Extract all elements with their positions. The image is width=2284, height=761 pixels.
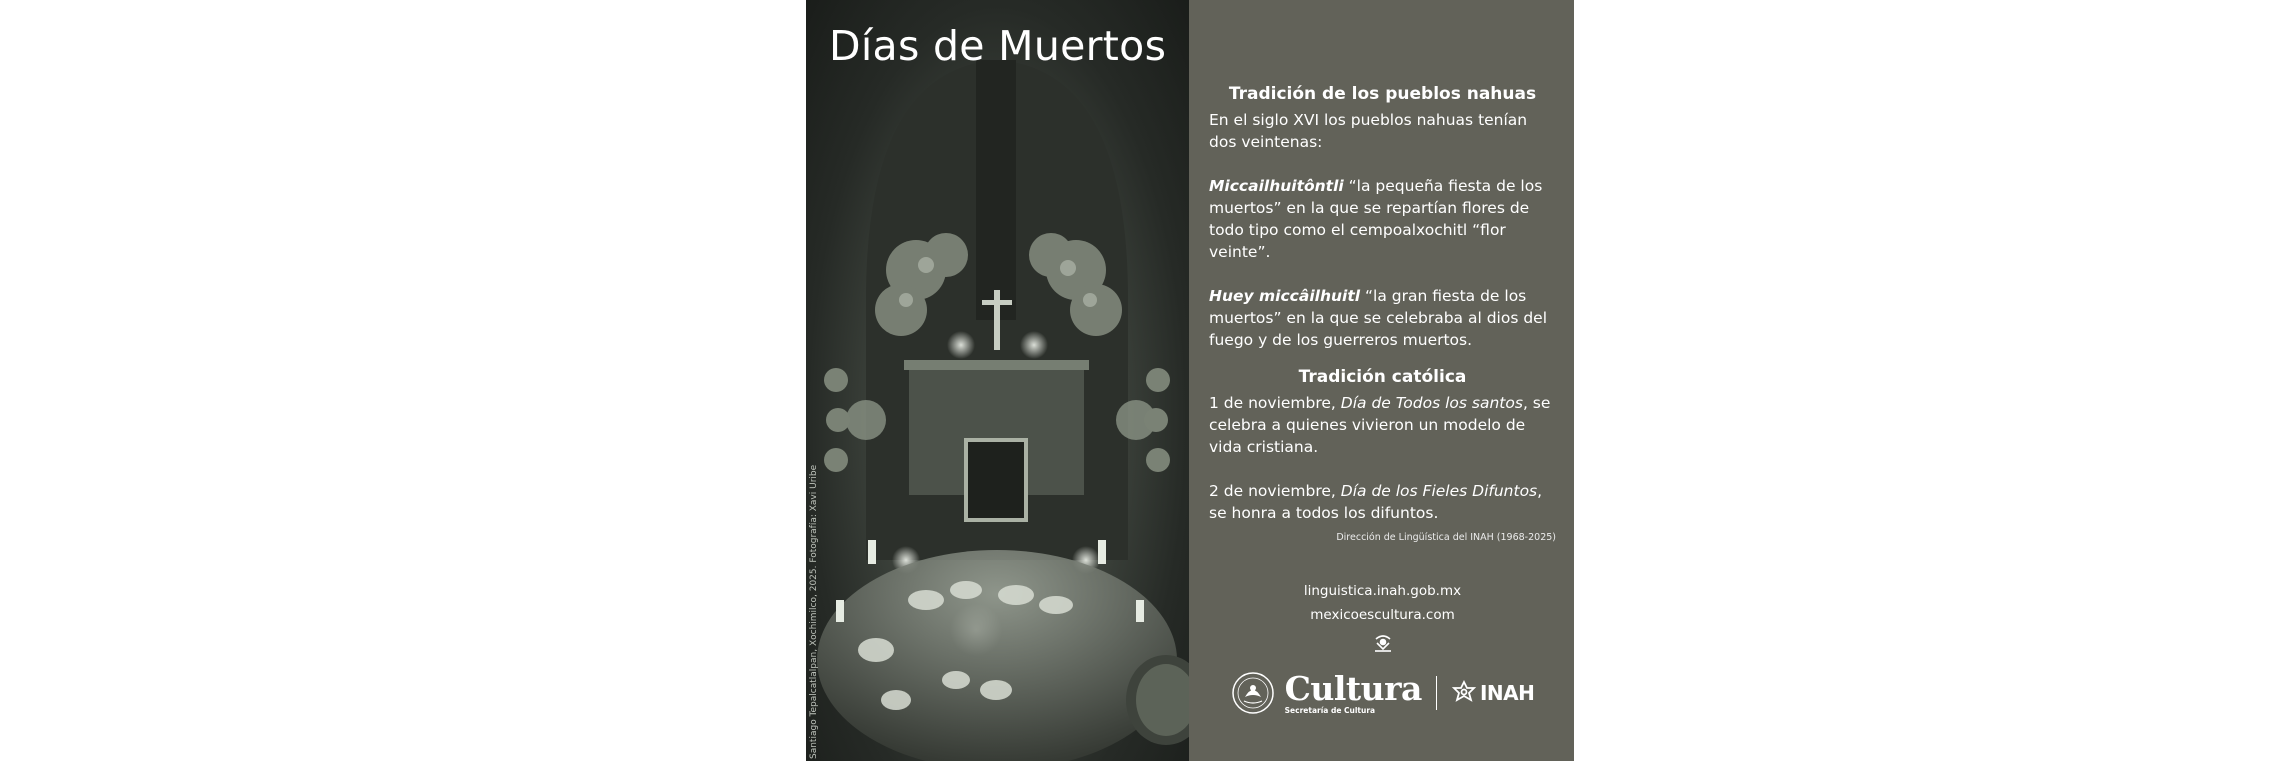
logo-divider (1436, 676, 1437, 710)
heading-nahua: Tradición de los pueblos nahuas (1228, 84, 1537, 104)
catolica-1-pre: 1 de noviembre, (1209, 394, 1341, 412)
nahua-item-1-text: “la pequeña fiesta de los muertos” en la que se repartían flores de todo tipo como el cempoalxochitl “flor veinte”. (1209, 177, 1543, 261)
info-panel (1189, 0, 1574, 761)
nahua-item-2-text: “la gran fiesta de los muertos” en la que se celebraba al dios del fuego y de los guerreros muertos. (1209, 287, 1548, 349)
catolica-1-em: Día de Todos los santos (1340, 394, 1523, 412)
cultura-wordmark: Cultura (1284, 668, 1422, 708)
inah-logo (1451, 680, 1534, 706)
links (1209, 583, 1556, 623)
catolica-1-post: , se celebra a quienes vivieron un modelo de vida cristiana. (1209, 394, 1551, 456)
linguistica-emblem-icon (1370, 631, 1396, 657)
term-huey-miccailhuitl: Huey miccâilhuitl (1209, 287, 1361, 305)
altar-photo (806, 0, 1189, 761)
logo-row (1209, 668, 1556, 715)
poster (806, 0, 1574, 761)
mexico-seal-icon (1231, 671, 1275, 715)
nahua-item-1 (1209, 175, 1556, 263)
altar-illustration (806, 0, 1189, 761)
catolica-2-post: , se honra a todos los difuntos. (1209, 482, 1543, 522)
inah-mark-icon (1451, 680, 1477, 706)
inah-wordmark: INAH (1479, 681, 1535, 705)
link-mexicoescultura[interactable]: mexicoescultura.com (1310, 607, 1455, 623)
catolica-item-2 (1209, 480, 1556, 524)
poster-title: Días de Muertos (829, 22, 1167, 70)
cultura-subtitle: Secretaría de Cultura (1284, 705, 1376, 715)
source-credit: Dirección de Lingüística del INAH (1968-2025) (1336, 532, 1556, 543)
link-linguistica[interactable]: linguistica.inah.gob.mx (1303, 583, 1462, 599)
nahua-intro: En el siglo XVI los pueblos nahuas tenían dos veintenas: (1209, 111, 1528, 151)
cultura-logo (1284, 668, 1422, 715)
heading-catolica: Tradición católica (1298, 367, 1467, 387)
term-miccailhuitontli: Miccailhuitôntli (1209, 177, 1344, 195)
nahua-item-2 (1209, 285, 1556, 351)
catolica-item-1 (1209, 392, 1556, 458)
catolica-2-pre: 2 de noviembre, (1209, 482, 1341, 500)
catolica-2-em: Día de los Fieles Difuntos (1340, 482, 1538, 500)
photo-credit: Santiago Tepalcatlalpan, Xochimilco, 2025. Fotografía: Xavi Uribe (809, 464, 819, 759)
